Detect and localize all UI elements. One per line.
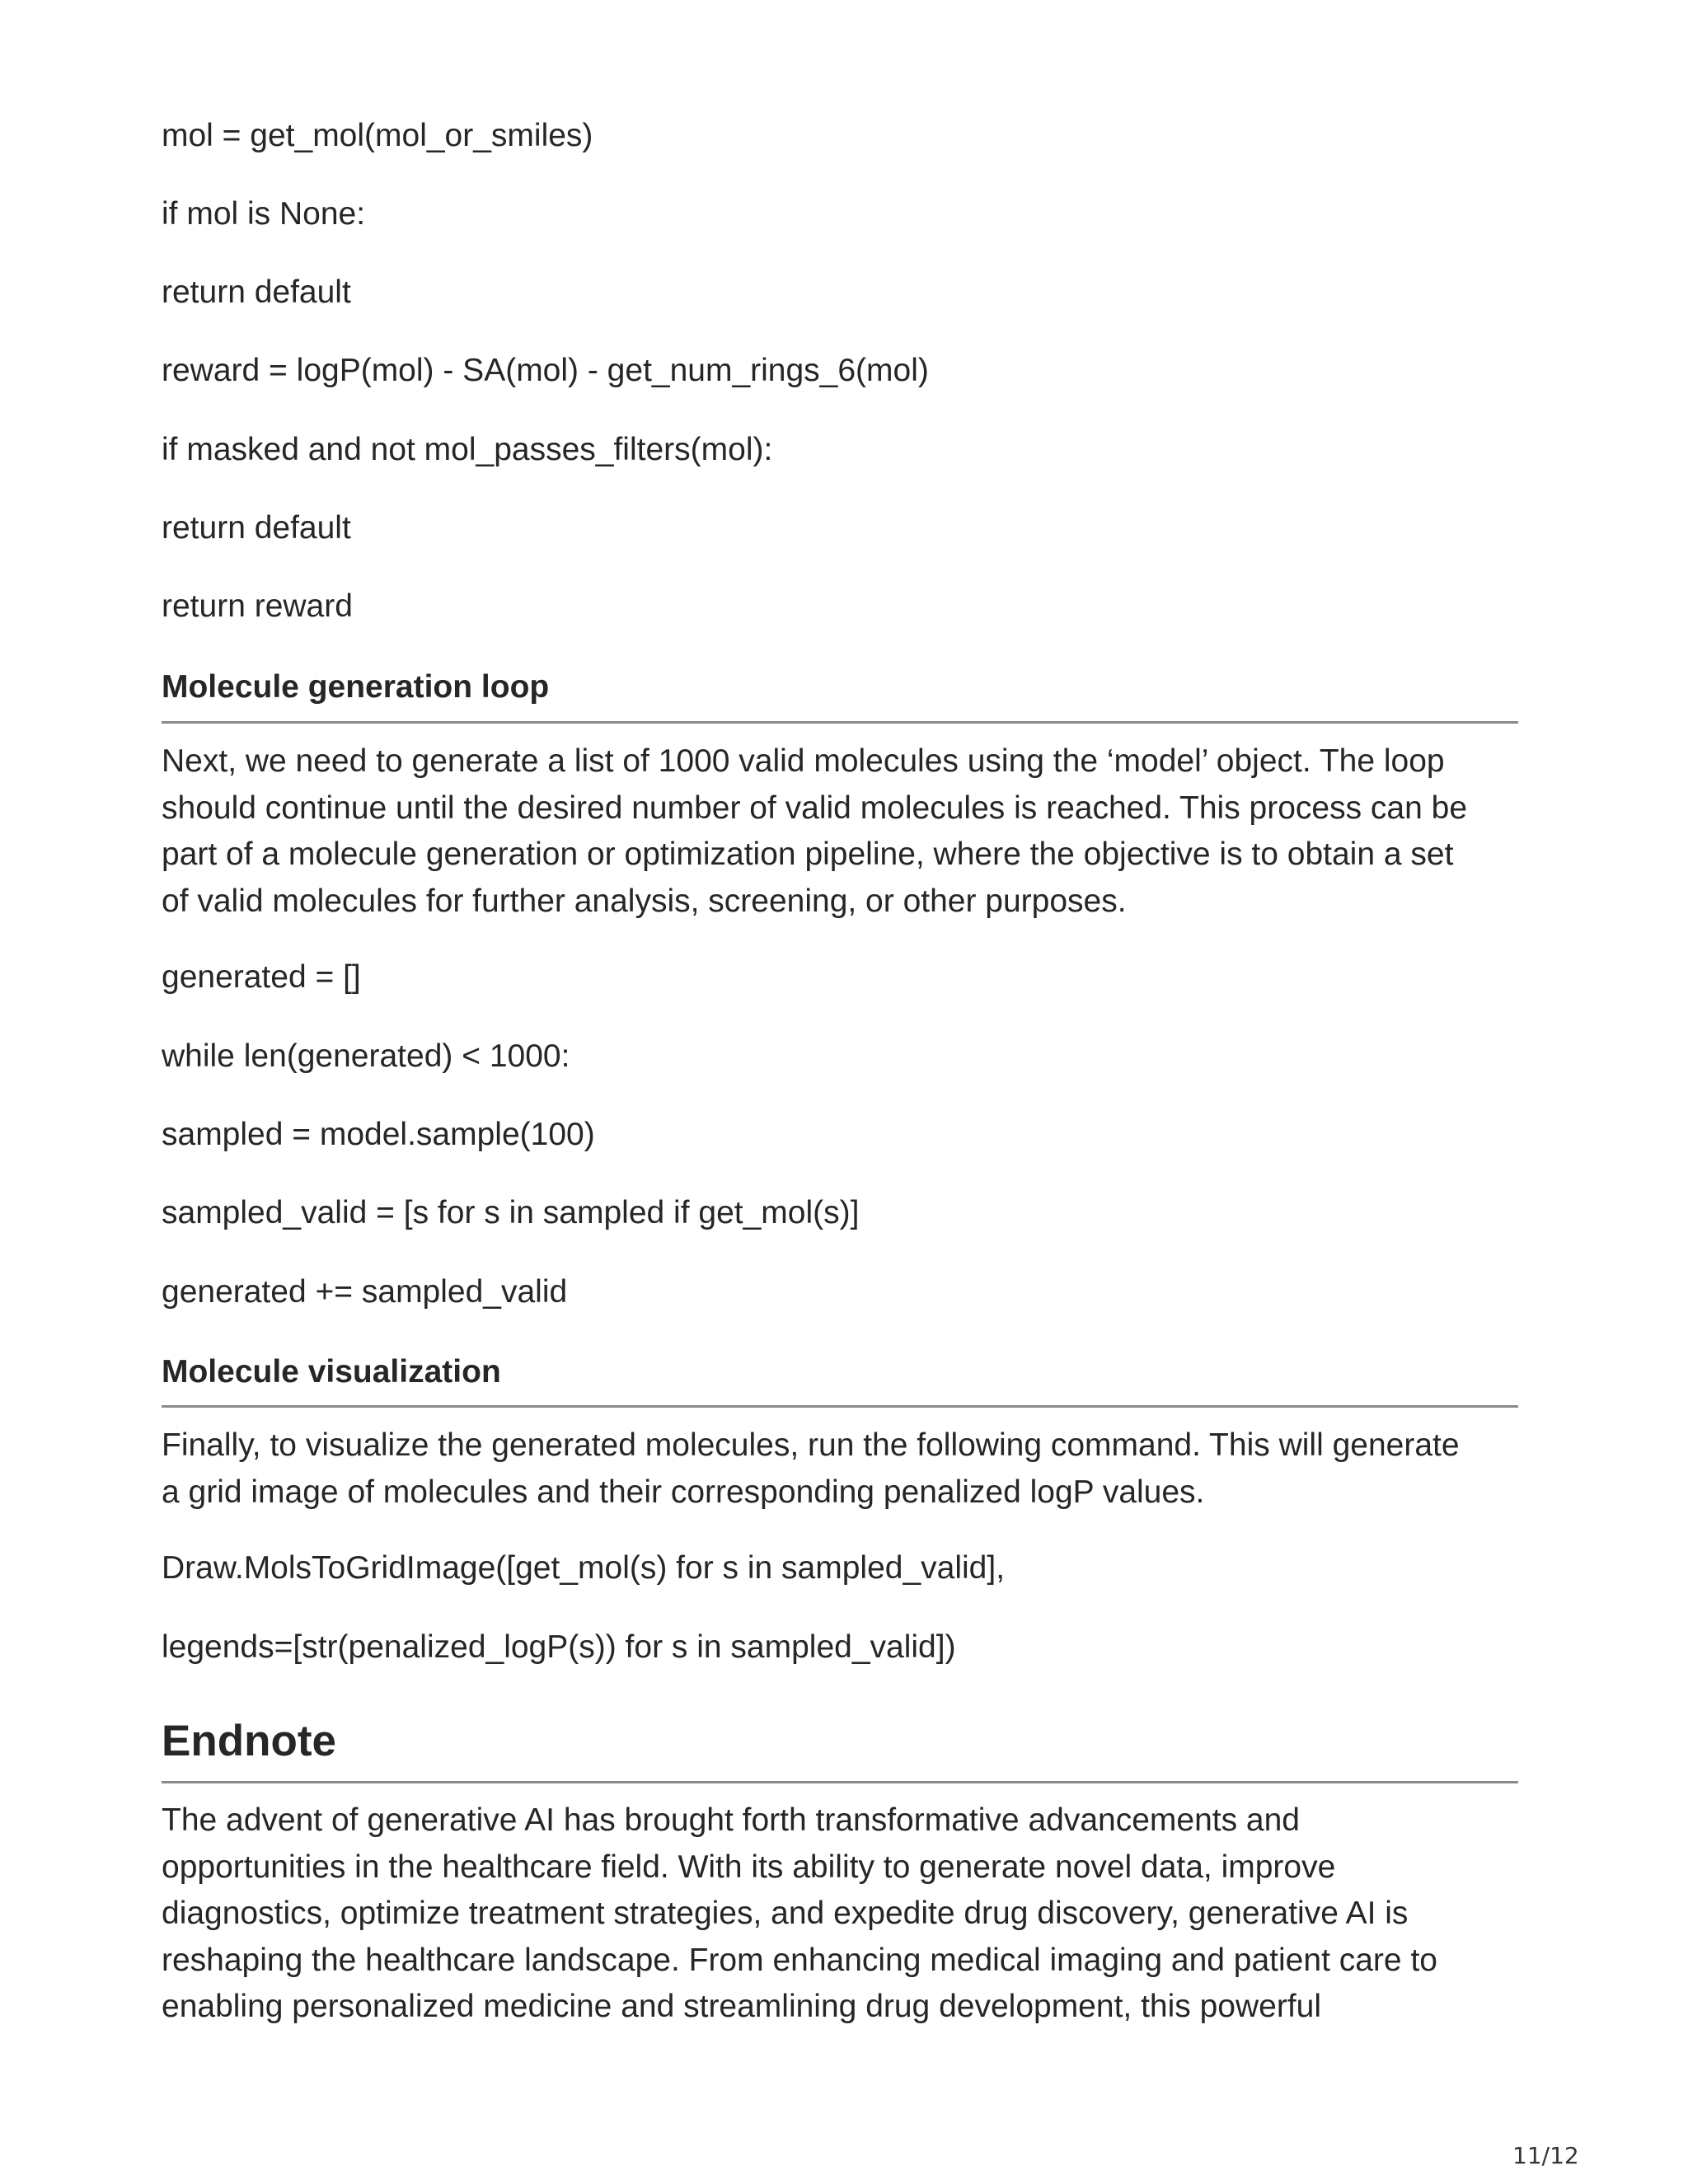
code-line: return default [162,274,351,310]
code-line: return reward [162,588,353,624]
section-heading-endnote: Endnote [162,1717,336,1765]
paragraph-line: The advent of generative AI has brought forth transformative advancements and [162,1802,1300,1838]
paragraph-line: part of a molecule generation or optimization pipeline, where the objective is to obtain a set [162,837,1454,872]
paragraph-line: opportunities in the healthcare field. With its ability to generate novel data, improve [162,1849,1336,1885]
section-heading-visualization: Molecule visualization [162,1354,501,1390]
page-number: 11/12 [1512,2142,1579,2169]
code-line: generated = [] [162,959,361,995]
code-line: while len(generated) < 1000: [162,1038,570,1074]
section-divider [162,721,1518,724]
paragraph-line: diagnostics, optimize treatment strategies, and expedite drug discovery, generative AI is [162,1896,1409,1931]
paragraph-line: a grid image of molecules and their corresponding penalized logP values. [162,1474,1205,1510]
paragraph-line: of valid molecules for further analysis, screening, or other purposes. [162,883,1127,919]
code-line: generated += sampled_valid [162,1274,568,1310]
paragraph-visualization [162,1422,1530,1516]
paragraph-endnote [162,1797,1530,2031]
paragraph-line: enabling personalized medicine and streamlining drug development, this powerful [162,1989,1322,2024]
code-line: if mol is None: [162,196,366,232]
code-line: Draw.MolsToGridImage([get_mol(s) for s in sampled_valid], [162,1550,1006,1586]
paragraph-generation [162,738,1530,925]
paragraph-line: Finally, to visualize the generated molecules, run the following command. This will generate [162,1427,1460,1463]
paragraph-line: should continue until the desired number of valid molecules is reached. This process can be [162,790,1468,826]
paragraph-line: Next, we need to generate a list of 1000 valid molecules using the ‘model’ object. The loop [162,743,1445,779]
code-line: if masked and not mol_passes_filters(mol): [162,432,773,467]
section-divider [162,1781,1518,1783]
code-line: sampled = model.sample(100) [162,1117,595,1152]
section-divider [162,1405,1518,1408]
code-line: legends=[str(penalized_logP(s)) for s in sampled_valid]) [162,1629,956,1665]
paragraph-line: reshaping the healthcare landscape. From enhancing medical imaging and patient care to [162,1942,1437,1978]
code-line: mol = get_mol(mol_or_smiles) [162,118,593,153]
code-line: return default [162,510,351,546]
code-line: reward = logP(mol) - SA(mol) - get_num_rings_6(mol) [162,353,929,388]
code-line: sampled_valid = [s for s in sampled if get_mol(s)] [162,1195,860,1230]
section-heading-generation: Molecule generation loop [162,669,550,705]
